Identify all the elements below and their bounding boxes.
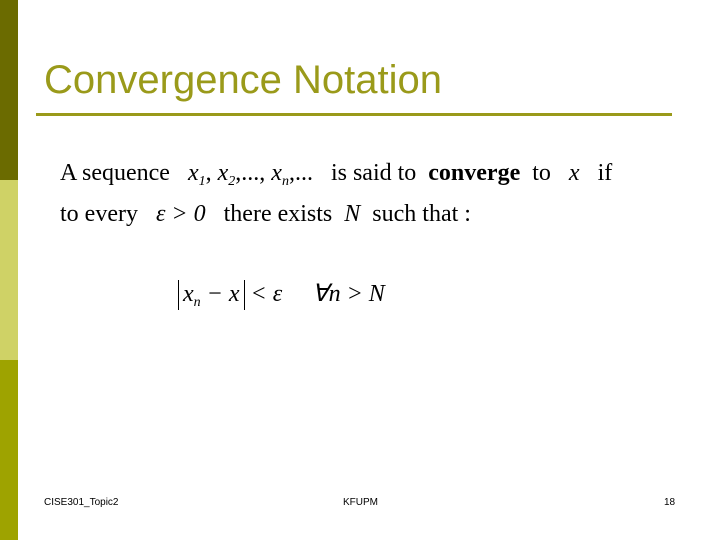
less-than-epsilon: < ε [250, 281, 283, 307]
sidebar-decoration [0, 0, 18, 540]
sidebar-segment-top [0, 0, 18, 180]
n-symbol: N [344, 201, 361, 227]
sequence-intro: A sequence [60, 160, 170, 186]
footer-page-number: 18 [664, 497, 676, 508]
sequence-term-x1: $x_1$ [187, 160, 206, 189]
footer-institution: KFUPM [343, 497, 378, 508]
said-to-text: is said to [330, 160, 417, 186]
title-underline [36, 113, 672, 116]
definition-line-2 [60, 202, 471, 226]
sequence-sep-1: , [205, 160, 218, 186]
forall-condition: ∀n > N [312, 281, 385, 307]
footer-course-code: CISE301_Topic2 [44, 497, 119, 508]
to-every-text: to every [60, 201, 138, 227]
there-exists-text: there exists [223, 201, 333, 227]
to-text: to [532, 160, 551, 186]
sidebar-segment-bottom [0, 360, 18, 540]
sequence-sep-3: ,... [288, 160, 313, 186]
slide-title: Convergence Notation [44, 58, 443, 102]
such-that-text: such that : [372, 201, 471, 227]
sequence-sep-2: ,..., [235, 160, 272, 186]
if-text: if [597, 160, 613, 186]
converge-keyword: converge [428, 160, 521, 186]
sequence-term-x2: $x_2$ [217, 160, 236, 189]
convergence-formula [178, 280, 385, 310]
epsilon-condition: ε > 0 [155, 201, 206, 227]
sidebar-segment-middle [0, 180, 18, 360]
absolute-difference: $x_n - x$ [178, 280, 245, 310]
limit-x: x [568, 160, 580, 186]
definition-line-1 [60, 160, 613, 189]
sequence-term-xn: $x_n$ [271, 160, 289, 189]
